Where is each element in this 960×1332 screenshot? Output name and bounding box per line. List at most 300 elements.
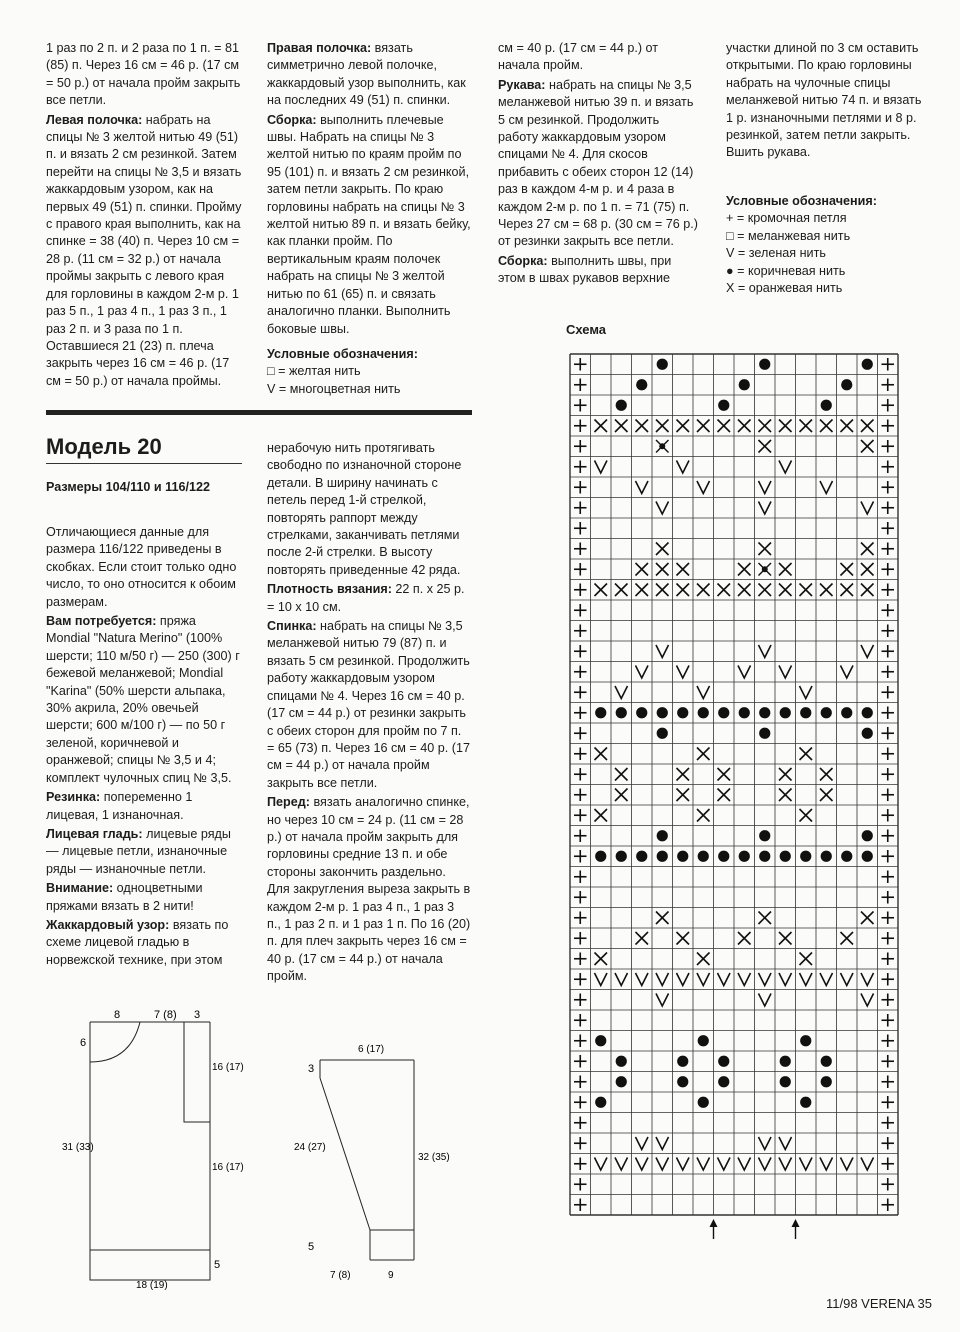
edge-stitch-symbol (882, 481, 895, 494)
brown-stitch-symbol (718, 400, 729, 411)
green-stitch-symbol (820, 481, 833, 494)
brown-stitch-symbol (657, 830, 668, 841)
edge-stitch-symbol (574, 707, 587, 720)
green-stitch-symbol (861, 1158, 874, 1171)
green-stitch-symbol (779, 1158, 792, 1171)
orange-stitch-symbol (779, 768, 792, 781)
orange-stitch-symbol (820, 768, 833, 781)
edge-stitch-symbol (574, 932, 587, 945)
col4-top-text (726, 40, 924, 164)
brown-stitch-symbol (616, 400, 627, 411)
edge-stitch-symbol (574, 727, 587, 740)
green-stitch-symbol (595, 973, 608, 986)
edge-stitch-symbol (882, 830, 895, 843)
edge-stitch-symbol (574, 830, 587, 843)
paragraph-label: Внимание: (46, 881, 114, 896)
brown-stitch-symbol (821, 1056, 832, 1067)
brown-stitch-symbol (780, 707, 791, 718)
orange-stitch-symbol (615, 420, 628, 433)
paragraph-label: Сборка: (267, 112, 317, 127)
edge-stitch-symbol (574, 809, 587, 822)
edge-stitch-symbol (574, 912, 587, 925)
edge-stitch-symbol (574, 399, 587, 412)
sleeve-label-rib: 5 (308, 1241, 315, 1253)
mixed-stitch-symbol (656, 440, 669, 453)
green-stitch-symbol (656, 645, 669, 658)
orange-stitch-symbol (656, 563, 669, 576)
orange-stitch-symbol (759, 440, 772, 453)
green-stitch-symbol (861, 973, 874, 986)
green-stitch-symbol (861, 502, 874, 515)
green-stitch-symbol (841, 973, 854, 986)
green-stitch-symbol (677, 461, 690, 474)
brown-stitch-symbol (759, 707, 770, 718)
edge-stitch-symbol (882, 440, 895, 453)
orange-stitch-symbol (677, 420, 690, 433)
edge-stitch-symbol (574, 481, 587, 494)
green-stitch-symbol (636, 666, 649, 679)
brown-stitch-symbol (739, 707, 750, 718)
back-label-side-mid: 16 (17) (212, 1162, 244, 1173)
orange-stitch-symbol (656, 912, 669, 925)
paragraph-label: Левая полочка: (46, 112, 143, 127)
brown-stitch-symbol (759, 851, 770, 862)
green-stitch-symbol (779, 461, 792, 474)
legend-top-title: Условные обозначения: (267, 347, 418, 361)
paragraph (726, 40, 924, 162)
orange-stitch-symbol (677, 932, 690, 945)
orange-stitch-symbol (841, 420, 854, 433)
orange-stitch-symbol (595, 420, 608, 433)
edge-stitch-symbol (574, 604, 587, 617)
orange-stitch-symbol (615, 768, 628, 781)
edge-stitch-symbol (882, 522, 895, 535)
green-stitch-symbol (595, 1158, 608, 1171)
paragraph (46, 789, 242, 824)
brown-stitch-symbol (841, 379, 852, 390)
green-stitch-symbol (656, 1158, 669, 1171)
paragraph (46, 40, 242, 110)
brown-stitch-symbol (739, 851, 750, 862)
edge-stitch-symbol (882, 1076, 895, 1089)
sleeve-schematic (290, 1030, 450, 1290)
edge-stitch-symbol (574, 358, 587, 371)
edge-stitch-symbol (882, 625, 895, 638)
paragraph (498, 253, 700, 288)
green-stitch-symbol (800, 686, 813, 699)
brown-stitch-symbol (677, 707, 688, 718)
brown-stitch-symbol (657, 851, 668, 862)
edge-stitch-symbol (882, 1158, 895, 1171)
orange-stitch-symbol (595, 584, 608, 597)
edge-stitch-symbol (574, 420, 587, 433)
orange-stitch-symbol (841, 563, 854, 576)
sleeve-label-cap: 3 (308, 1063, 315, 1075)
edge-stitch-symbol (574, 522, 587, 535)
green-stitch-symbol (697, 686, 710, 699)
paragraph-body: лицевые ряды — лицевые петли, изнаночные ряды — изнаночные петли. (46, 826, 231, 876)
orange-stitch-symbol (615, 789, 628, 802)
green-stitch-symbol (595, 461, 608, 474)
orange-stitch-symbol (718, 768, 731, 781)
brown-stitch-symbol (821, 851, 832, 862)
brown-stitch-symbol (780, 1076, 791, 1087)
orange-stitch-symbol (820, 420, 833, 433)
edge-stitch-symbol (574, 1096, 587, 1109)
back-label-armhole: 16 (17) (212, 1062, 244, 1073)
brown-stitch-symbol (841, 707, 852, 718)
orange-stitch-symbol (677, 584, 690, 597)
orange-stitch-symbol (779, 789, 792, 802)
paragraph (498, 40, 700, 75)
brown-stitch-symbol (862, 728, 873, 739)
edge-stitch-symbol (574, 1076, 587, 1089)
paragraph-body: Отличающиеся данные для размера 116/122 приведены в скобках. Если стоит только одно число, то оно относится к обоим размерам. (46, 525, 237, 609)
edge-stitch-symbol (574, 850, 587, 863)
brown-stitch-symbol (616, 1056, 627, 1067)
paragraph (267, 112, 471, 338)
back-label-bottom: 18 (19) (136, 1280, 168, 1291)
brown-stitch-symbol (841, 851, 852, 862)
orange-stitch-symbol (615, 584, 628, 597)
brown-stitch-symbol (780, 851, 791, 862)
brown-stitch-symbol (636, 379, 647, 390)
paragraph-body: набрать на спицы № 3,5 меланжевой нитью 39 п. и вязать 5 см резинкой. Продолжить работу жаккардовым узором спицами № 4. Для скосов прибавить с обеих сторон 12 (14) раз в каждом 4-м р. и 4 раза в каждом 2-м р. по 1 п. = 71 (75) п. Через 27 см = 68 р. (30 см = 76 р.) от резинки закрыть все петли. (498, 77, 698, 249)
legend-right-item-4: X = оранжевая нить (726, 281, 843, 296)
page-footer: 11/98 VERENA 35 (826, 1296, 932, 1311)
paragraph-body: вязать симметрично левой полочке, жаккардовый узор выполнить, как на последних 49 (51) п. спинки. (267, 41, 466, 108)
back-outline (90, 1022, 210, 1280)
green-stitch-symbol (615, 1158, 628, 1171)
paragraph-body: см = 40 р. (17 см = 44 р.) от начала пройм. (498, 41, 659, 73)
brown-stitch-symbol (821, 400, 832, 411)
paragraph (46, 613, 242, 787)
edge-stitch-symbol (574, 953, 587, 966)
edge-stitch-symbol (882, 1096, 895, 1109)
edge-stitch-symbol (574, 1158, 587, 1171)
back-label-top-right: 3 (194, 1009, 201, 1021)
sleeve-label-length: 32 (35) (418, 1152, 450, 1163)
brown-stitch-symbol (698, 851, 709, 862)
brown-stitch-symbol (718, 1056, 729, 1067)
green-stitch-symbol (636, 973, 649, 986)
green-stitch-symbol (656, 1137, 669, 1150)
legend-top (267, 340, 477, 398)
edge-stitch-symbol (882, 973, 895, 986)
paragraph (46, 826, 242, 878)
green-stitch-symbol (697, 481, 710, 494)
orange-stitch-symbol (738, 420, 751, 433)
orange-stitch-symbol (656, 420, 669, 433)
edge-stitch-symbol (882, 1035, 895, 1048)
paragraph (46, 917, 242, 969)
sleeve-slope (320, 1078, 370, 1230)
col3-top-text (498, 40, 700, 290)
brown-stitch-symbol (718, 1076, 729, 1087)
brown-stitch-symbol (759, 359, 770, 370)
edge-stitch-symbol (882, 809, 895, 822)
green-stitch-symbol (636, 1137, 649, 1150)
green-stitch-symbol (779, 666, 792, 679)
paragraph-label: Сборка: (498, 253, 548, 268)
model-title-underline (46, 463, 242, 464)
green-stitch-symbol (759, 502, 772, 515)
brown-stitch-symbol (616, 851, 627, 862)
back-label-neck: 6 (80, 1037, 87, 1049)
orange-stitch-symbol (800, 809, 813, 822)
orange-stitch-symbol (800, 953, 813, 966)
edge-stitch-symbol (882, 789, 895, 802)
green-stitch-symbol (738, 666, 751, 679)
brown-stitch-symbol (862, 830, 873, 841)
edge-stitch-symbol (882, 420, 895, 433)
paragraph-label: Жаккардовый узор: (46, 917, 170, 932)
orange-stitch-symbol (697, 809, 710, 822)
green-stitch-symbol (800, 1158, 813, 1171)
orange-stitch-symbol (800, 420, 813, 433)
col1-top-text (46, 40, 242, 392)
edge-stitch-symbol (882, 748, 895, 761)
brown-stitch-symbol (636, 707, 647, 718)
edge-stitch-symbol (882, 891, 895, 904)
orange-stitch-symbol (697, 748, 710, 761)
green-stitch-symbol (759, 973, 772, 986)
green-stitch-symbol (697, 1158, 710, 1171)
brown-stitch-symbol (677, 851, 688, 862)
edge-stitch-symbol (882, 502, 895, 515)
green-stitch-symbol (677, 1158, 690, 1171)
orange-stitch-symbol (697, 953, 710, 966)
paragraph-body: выполнить швы, при этом в швах рукавов верхние (498, 253, 672, 286)
edge-stitch-symbol (882, 1137, 895, 1150)
repeat-arrow (710, 1219, 718, 1239)
brown-stitch-symbol (657, 359, 668, 370)
edge-stitch-symbol (882, 727, 895, 740)
orange-stitch-symbol (861, 584, 874, 597)
orange-stitch-symbol (718, 584, 731, 597)
paragraph-body: 22 п. x 25 р. = 10 x 10 см. (267, 582, 465, 614)
edge-stitch-symbol (882, 850, 895, 863)
orange-stitch-symbol (738, 563, 751, 576)
orange-stitch-symbol (861, 420, 874, 433)
orange-stitch-symbol (820, 584, 833, 597)
brown-stitch-symbol (800, 1035, 811, 1046)
edge-stitch-symbol (882, 543, 895, 556)
legend-right-item-1: □ = меланжевая нить (726, 228, 851, 243)
paragraph-body: попеременно 1 лицевая, 1 изнаночная. (46, 790, 193, 822)
paragraph-body: пряжа Mondial "Natura Merino" (100% шерсти; 110 м/50 г) — 250 (300) г бежевой меланжевой; Mondial "Karina" (50% шерсти альпака, 30% акрила, 20% овечьей шерсти; 600 м/100 г) — по 50 г зеленой, коричневой и оранжевой; спицы № 3,5 и 4; комплект чулочных спиц № 3,5. (46, 614, 240, 785)
green-stitch-symbol (800, 973, 813, 986)
edge-stitch-symbol (574, 584, 587, 597)
orange-stitch-symbol (636, 584, 649, 597)
edge-stitch-symbol (574, 625, 587, 638)
edge-stitch-symbol (574, 502, 587, 515)
edge-stitch-symbol (882, 994, 895, 1007)
orange-stitch-symbol (656, 584, 669, 597)
edge-stitch-symbol (882, 1199, 895, 1212)
col2-bottom-text (267, 440, 471, 988)
paragraph-label: Перед: (267, 795, 310, 810)
orange-stitch-symbol (759, 543, 772, 556)
brown-stitch-symbol (780, 1056, 791, 1067)
orange-stitch-symbol (636, 563, 649, 576)
brown-stitch-symbol (800, 1097, 811, 1108)
brown-stitch-symbol (595, 707, 606, 718)
green-stitch-symbol (718, 973, 731, 986)
green-stitch-symbol (820, 973, 833, 986)
paragraph-label: Плотность вязания: (267, 582, 392, 597)
sleeve-label-bottom-left: 7 (8) (330, 1270, 351, 1281)
paragraph (46, 880, 242, 915)
edge-stitch-symbol (574, 1199, 587, 1212)
brown-stitch-symbol (677, 1076, 688, 1087)
paragraph (267, 794, 471, 985)
back-label-rib: 5 (214, 1259, 221, 1271)
brown-stitch-symbol (616, 707, 627, 718)
paragraph (46, 112, 242, 391)
edge-stitch-symbol (882, 707, 895, 720)
edge-stitch-symbol (882, 379, 895, 392)
brown-stitch-symbol (862, 851, 873, 862)
brown-stitch-symbol (698, 707, 709, 718)
edge-stitch-symbol (574, 871, 587, 884)
orange-stitch-symbol (800, 748, 813, 761)
sleeve-label-slope: 24 (27) (294, 1142, 326, 1153)
orange-stitch-symbol (738, 584, 751, 597)
legend-top-item-1: V = многоцветная нить (267, 381, 401, 396)
edge-stitch-symbol (574, 1035, 587, 1048)
paragraph (267, 440, 471, 579)
green-stitch-symbol (677, 973, 690, 986)
section-divider (46, 410, 472, 415)
edge-stitch-symbol (882, 768, 895, 781)
green-stitch-symbol (759, 645, 772, 658)
orange-stitch-symbol (861, 440, 874, 453)
edge-stitch-symbol (574, 891, 587, 904)
edge-stitch-symbol (882, 666, 895, 679)
edge-stitch-symbol (882, 645, 895, 658)
brown-stitch-symbol (677, 1056, 688, 1067)
brown-stitch-symbol (657, 707, 668, 718)
legend-right-title: Условные обозначения: (726, 194, 877, 208)
orange-stitch-symbol (779, 584, 792, 597)
legend-right-item-2: V = зеленая нить (726, 246, 826, 261)
green-stitch-symbol (656, 502, 669, 515)
edge-stitch-symbol (574, 1178, 587, 1191)
edge-stitch-symbol (882, 584, 895, 597)
orange-stitch-symbol (759, 912, 772, 925)
model-sizes: Размеры 104/110 и 116/122 (46, 480, 211, 494)
edge-stitch-symbol (574, 543, 587, 556)
green-stitch-symbol (636, 1158, 649, 1171)
green-stitch-symbol (759, 994, 772, 1007)
edge-stitch-symbol (574, 645, 587, 658)
green-stitch-symbol (615, 973, 628, 986)
paragraph (46, 524, 242, 611)
orange-stitch-symbol (779, 932, 792, 945)
green-stitch-symbol (656, 994, 669, 1007)
paragraph (267, 581, 471, 616)
paragraph (498, 77, 700, 251)
edge-stitch-symbol (882, 686, 895, 699)
orange-stitch-symbol (677, 768, 690, 781)
back-label-top-left: 8 (114, 1009, 121, 1021)
paragraph-body: набрать на спицы № 3 желтой нитью 49 (51) п. и вязать 2 см резинкой. Затем перейти на спицы № 3,5 и вязать жаккардовым узором, как на первых 49 (51) п. спинки. Пройму с правого края выполнить, как на спинке = 38 (40) п. Через 10 см = 28 р. (11 см = 32 р.) от начала проймы закрыть с левого края для горловины в каждом 2-м р. 1 раз 5 п., 1 раз 4 п., 1 раз 3 п., 1 раз 2 п. и 3 раза по 1 п. Оставшиеся 21 (23) п. плеча закрыть через 16 см = 46 р. (17 см = 50 р.) от начала проймы. (46, 112, 242, 388)
edge-stitch-symbol (574, 994, 587, 1007)
brown-stitch-symbol (862, 707, 873, 718)
green-stitch-symbol (738, 1158, 751, 1171)
green-stitch-symbol (738, 973, 751, 986)
orange-stitch-symbol (800, 584, 813, 597)
orange-stitch-symbol (697, 584, 710, 597)
brown-stitch-symbol (698, 1097, 709, 1108)
edge-stitch-symbol (574, 379, 587, 392)
orange-stitch-symbol (759, 584, 772, 597)
legend-right-item-3: ● = коричневая нить (726, 263, 846, 278)
orange-stitch-symbol (779, 563, 792, 576)
edge-stitch-symbol (882, 912, 895, 925)
legend-right (726, 187, 926, 297)
brown-stitch-symbol (636, 851, 647, 862)
brown-stitch-symbol (718, 707, 729, 718)
green-stitch-symbol (759, 481, 772, 494)
green-stitch-symbol (759, 1158, 772, 1171)
edge-stitch-symbol (574, 461, 587, 474)
repeat-arrow (792, 1219, 800, 1239)
orange-stitch-symbol (595, 809, 608, 822)
orange-stitch-symbol (595, 953, 608, 966)
paragraph-body: выполнить плечевые швы. Набрать на спицы № 3 желтой нитью по краям пройм по 95 (101) п. и вязать 2 см резинкой, затем петли закрыть. По краю горловины набрать на спицы № 3 желтой нитью 89 п. и вязать бейку, как планки пройм. По вертикальным краям полочек набрать на спицы № 3 желтой нитью по 61 (65) п. и связать аналогично планки. Выполнить боковые швы. (267, 112, 471, 336)
orange-stitch-symbol (738, 932, 751, 945)
green-stitch-symbol (718, 1158, 731, 1171)
brown-stitch-symbol (800, 851, 811, 862)
brown-stitch-symbol (595, 1097, 606, 1108)
brown-stitch-symbol (595, 851, 606, 862)
edge-stitch-symbol (574, 789, 587, 802)
back-neck-curve (90, 1022, 140, 1062)
back-label-top-mid: 7 (8) (154, 1009, 177, 1021)
paragraph-body: нерабочую нить протягивать свободно по изнаночной стороне детали. В ширину начинать с петель перед 1-й стрелкой, повторять раппорт между стрелками, заканчивать петлями после 2-й стрелки. В высоту повторять приведенные 42 ряда. (267, 441, 462, 577)
orange-stitch-symbol (636, 420, 649, 433)
edge-stitch-symbol (574, 1014, 587, 1027)
edge-stitch-symbol (882, 461, 895, 474)
edge-stitch-symbol (882, 358, 895, 371)
paragraph-label: Резинка: (46, 790, 101, 805)
orange-stitch-symbol (861, 563, 874, 576)
edge-stitch-symbol (882, 604, 895, 617)
brown-stitch-symbol (821, 707, 832, 718)
brown-stitch-symbol (616, 1076, 627, 1087)
paragraph-label: Лицевая гладь: (46, 826, 143, 841)
edge-stitch-symbol (882, 563, 895, 576)
brown-stitch-symbol (862, 359, 873, 370)
orange-stitch-symbol (861, 543, 874, 556)
orange-stitch-symbol (677, 789, 690, 802)
edge-stitch-symbol (882, 1014, 895, 1027)
edge-stitch-symbol (574, 563, 587, 576)
green-stitch-symbol (656, 973, 669, 986)
green-stitch-symbol (636, 481, 649, 494)
paragraph-body: 1 раз по 2 п. и 2 раза по 1 п. = 81 (85) п. Через 16 см = 46 р. (17 см = 50 р.) от начала пройм закрыть все петли. (46, 41, 241, 108)
paragraph-body: вязать по схеме лицевой гладью в норвежской технике, при этом (46, 917, 229, 967)
green-stitch-symbol (820, 1158, 833, 1171)
brown-stitch-symbol (800, 707, 811, 718)
edge-stitch-symbol (574, 748, 587, 761)
edge-stitch-symbol (574, 1137, 587, 1150)
brown-stitch-symbol (595, 1035, 606, 1046)
back-label-side-total: 31 (33) (62, 1142, 94, 1153)
brown-stitch-symbol (739, 379, 750, 390)
